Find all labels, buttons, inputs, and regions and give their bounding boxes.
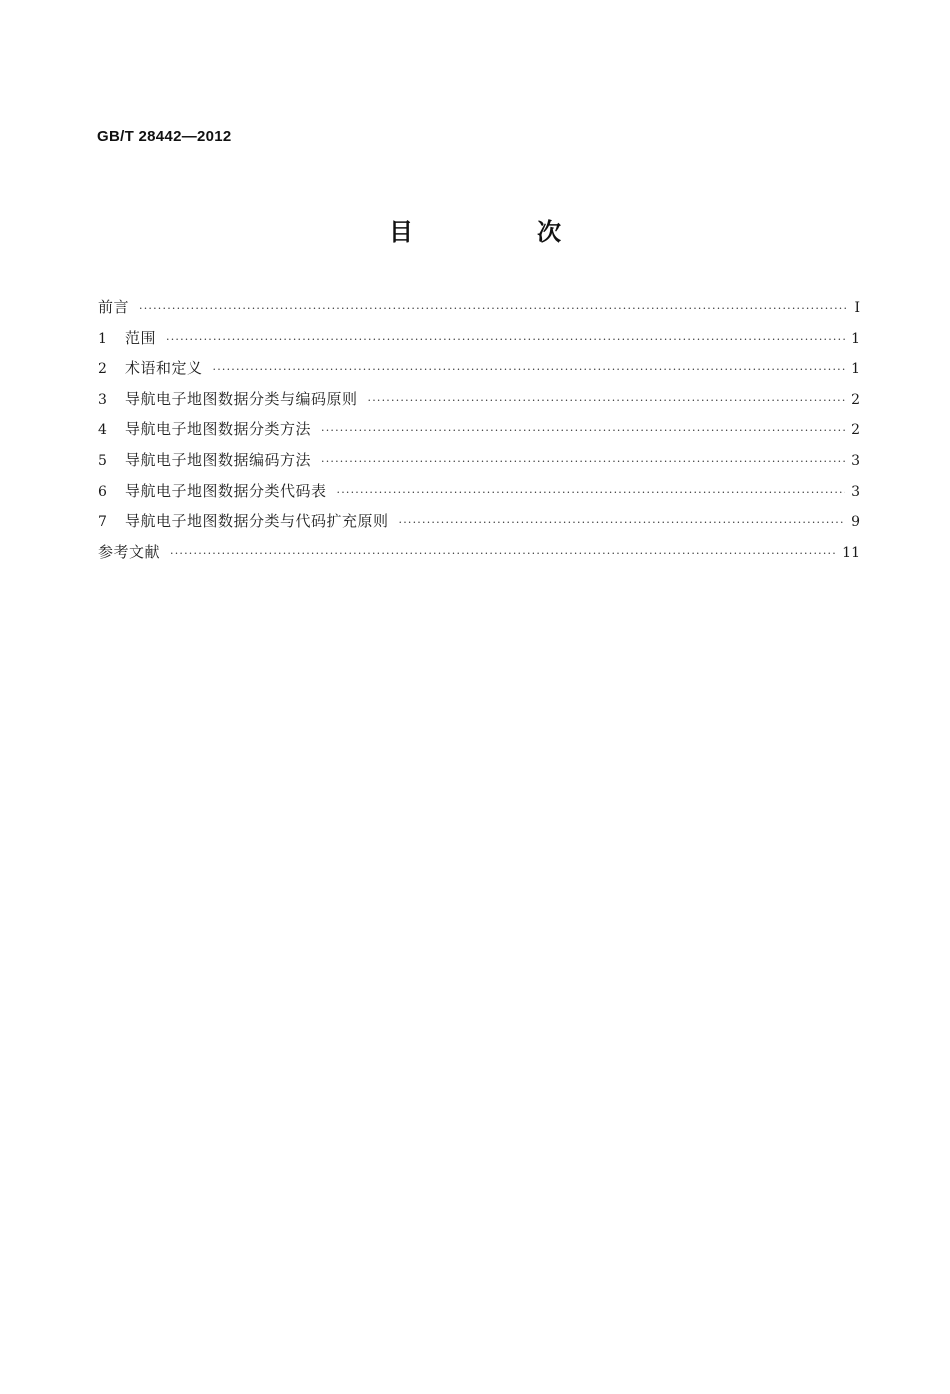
- toc-entry-title: 范围: [125, 328, 157, 347]
- dot-leader: [170, 544, 836, 564]
- toc-entry-title: 导航电子地图数据分类代码表: [125, 481, 327, 500]
- toc-entry-number: 3: [98, 391, 107, 408]
- dot-leader: [337, 483, 846, 503]
- toc-entry-number: 5: [98, 452, 107, 469]
- toc-entry-number: 1: [98, 330, 107, 347]
- toc-entry-page: 2: [851, 422, 860, 439]
- toc-entry-title: 导航电子地图数据分类与代码扩充原则: [125, 512, 389, 531]
- dot-leader: [321, 421, 845, 441]
- toc-entry-title: 前言: [98, 298, 130, 316]
- toc-entry-page: 1: [851, 330, 860, 347]
- toc-entry-number: 4: [98, 422, 107, 439]
- dot-leader: [321, 452, 845, 472]
- toc-entry-page: 11: [842, 544, 860, 561]
- toc-entry-references[interactable]: [98, 540, 860, 571]
- dot-leader: [166, 330, 845, 350]
- toc-entry-4[interactable]: [98, 417, 860, 448]
- toc-entry-title: 导航电子地图数据分类方法: [125, 420, 312, 439]
- toc-entry-page: 3: [851, 483, 860, 500]
- toc-entry-title: 导航电子地图数据分类与编码原则: [125, 389, 358, 408]
- toc-entry-title: 术语和定义: [125, 359, 203, 378]
- toc-entry-2[interactable]: [98, 356, 860, 387]
- toc-entry-page: 3: [851, 452, 860, 469]
- page-title: 目 次: [389, 218, 611, 246]
- toc-entry-page: Ⅰ: [854, 300, 860, 316]
- toc-entry-page: 2: [851, 391, 860, 408]
- toc-entry-7[interactable]: [98, 509, 860, 540]
- toc-entry-number: 2: [98, 361, 107, 378]
- dot-leader: [399, 513, 846, 533]
- toc-entry-5[interactable]: [98, 448, 860, 479]
- toc-entry-page: 1: [851, 361, 860, 378]
- standard-number: GB/T 28442—2012: [97, 128, 232, 145]
- dot-leader: [139, 299, 846, 319]
- table-of-contents: [98, 295, 860, 570]
- toc-entry-6[interactable]: [98, 479, 860, 510]
- toc-entry-foreword[interactable]: [98, 295, 860, 326]
- toc-entry-title: 导航电子地图数据编码方法: [125, 450, 312, 469]
- toc-entry-number: 7: [98, 514, 107, 531]
- toc-entry-3[interactable]: [98, 387, 860, 418]
- toc-entry-page: 9: [851, 514, 860, 531]
- toc-entry-title: 参考文献: [98, 542, 161, 561]
- dot-leader: [368, 391, 846, 411]
- dot-leader: [213, 360, 846, 380]
- toc-entry-number: 6: [98, 483, 107, 500]
- toc-entry-1[interactable]: [98, 326, 860, 357]
